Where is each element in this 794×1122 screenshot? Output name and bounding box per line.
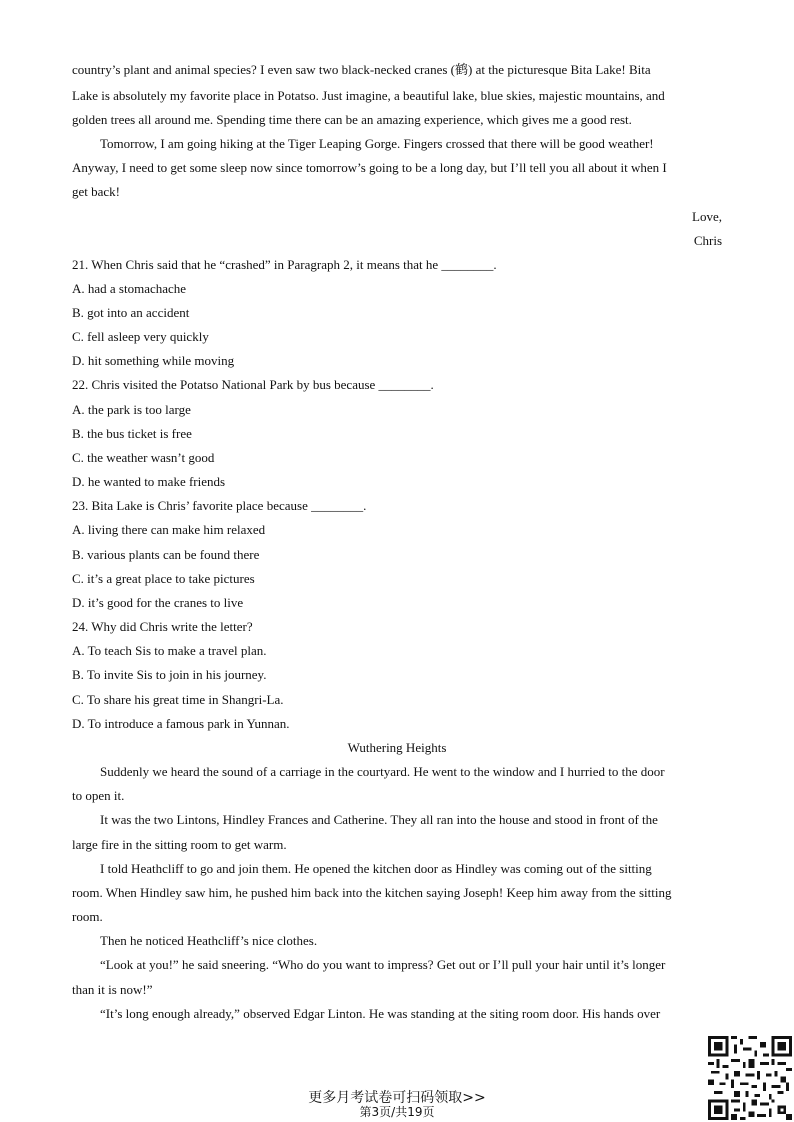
question-option: A. the park is too large [72,402,191,417]
story-line: than it is now!” [72,982,153,997]
passage-line: get back! [72,184,121,199]
qr-code-icon[interactable] [708,1036,792,1120]
question-option: A. living there can make him relaxed [72,522,266,537]
story-line: room. [72,909,103,924]
question-option: B. the bus ticket is free [72,426,192,441]
question-option: D. it’s good for the cranes to live [72,595,244,610]
story-line: “It’s long enough already,” observed Edgar Linton. He was standing at the siting room door. His hands over [100,1006,661,1021]
story-line: large fire in the sitting room to get warm. [72,837,287,852]
question-option: C. the weather wasn’t good [72,450,215,465]
passage-line: golden trees all around me. Spending time there can be an amazing experience, which gives me a good rest. [72,112,632,127]
passage-line: Anyway, I need to get some sleep now since tomorrow’s going to be a long day, but I’ll tell you all about it when I [72,160,667,175]
letter-signature: Chris [693,233,722,248]
question-option: A. To teach Sis to make a travel plan. [72,643,267,658]
passage-line: Lake is absolutely my favorite place in Potatso. Just imagine, a beautiful lake, blue skies, majestic mountains, and [72,88,665,103]
story-title: Wuthering Heights [347,740,447,755]
question-option: B. various plants can be found there [72,547,260,562]
question-stem: 21. When Chris said that he “crashed” in Paragraph 2, it means that he ________. [72,257,497,272]
question-option: C. it’s a great place to take pictures [72,571,255,586]
question-option: D. he wanted to make friends [72,474,226,489]
story-line: “Look at you!” he said sneering. “Who do you want to impress? Get out or I’ll pull your hair until it’s longer [100,957,666,972]
question-option: B. To invite Sis to join in his journey. [72,667,267,682]
story-line: Suddenly we heard the sound of a carriage in the courtyard. He went to the window and I hurried to the door [100,764,665,779]
passage-line: country’s plant and animal species? I even saw two black-necked cranes (鹤) at the picturesque Bita Lake! Bita [72,62,651,77]
question-option: A. had a stomachache [72,281,187,296]
story-line: I told Heathcliff to go and join them. He opened the kitchen door as Hindley was coming out of the sitting [100,861,652,876]
question-stem: 24. Why did Chris write the letter? [72,619,253,634]
passage-line: Tomorrow, I am going hiking at the Tiger Leaping Gorge. Fingers crossed that there will be good weather! [100,136,654,151]
question-stem: 22. Chris visited the Potatso National Park by bus because ________. [72,377,434,392]
story-line: It was the two Lintons, Hindley Frances and Catherine. They all ran into the house and stood in front of the [100,812,658,827]
question-option: D. To introduce a famous park in Yunnan. [72,716,290,731]
question-option: C. To share his great time in Shangri-La. [72,692,284,707]
story-line: room. When Hindley saw him, he pushed him back into the kitchen saying Joseph! Keep him away from the sitting [72,885,672,900]
question-stem: 23. Bita Lake is Chris’ favorite place because ________. [72,498,367,513]
footer-promo-link[interactable]: 更多月考试卷可扫码领取>> [308,1090,486,1106]
question-option: C. fell asleep very quickly [72,329,209,344]
story-line: to open it. [72,788,125,803]
story-line: Then he noticed Heathcliff’s nice clothes. [100,933,318,948]
page-number: 第3页/共19页 [359,1105,435,1119]
question-option: B. got into an accident [72,305,190,320]
question-option: D. hit something while moving [72,353,235,368]
letter-closing: Love, [692,209,722,224]
